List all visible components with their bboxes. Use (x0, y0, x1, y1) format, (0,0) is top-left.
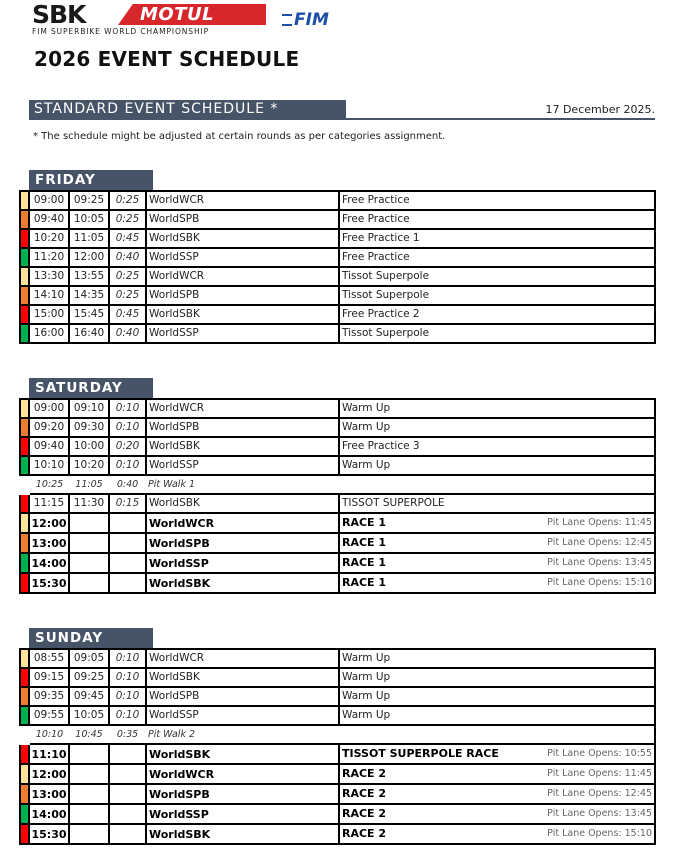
session-cell (339, 475, 655, 494)
session-cell (339, 764, 655, 784)
day-header-sunday: SUNDAY (29, 628, 153, 649)
start-time: 16:00 (29, 324, 69, 343)
table-row (20, 784, 655, 804)
end-time: 11:05 (69, 229, 109, 248)
class-name: WorldSPB (146, 784, 339, 804)
start-time: 09:15 (29, 668, 69, 687)
class-name: WorldWCR (146, 649, 339, 668)
duration (109, 553, 146, 573)
class-name: WorldSPB (146, 210, 339, 229)
page-title: 2026 EVENT SCHEDULE (34, 47, 300, 71)
end-time: 15:45 (69, 305, 109, 324)
start-time: 13:30 (29, 267, 69, 286)
session-cell (339, 191, 655, 210)
session-cell (339, 744, 655, 764)
session-name: Tissot Superpole (342, 270, 430, 282)
class-name: WorldSSP (146, 804, 339, 824)
duration: 0:20 (109, 437, 146, 456)
duration: 0:40 (109, 324, 146, 343)
session-cell (339, 324, 655, 343)
class-name: WorldSBK (146, 824, 339, 844)
table-row (20, 248, 655, 267)
end-time: 09:05 (69, 649, 109, 668)
table-row (20, 824, 655, 844)
duration: 0:10 (109, 649, 146, 668)
pit-lane-opens: Pit Lane Opens: 12:45 (547, 537, 652, 548)
session-name: RACE 2 (342, 787, 387, 800)
session-name: Warm Up (342, 690, 391, 702)
duration (109, 573, 146, 593)
session-cell (339, 533, 655, 553)
duration: 0:25 (109, 267, 146, 286)
end-time: 16:40 (69, 324, 109, 343)
start-time: 14:00 (29, 553, 69, 573)
class-color-strip (20, 725, 29, 744)
session-name: RACE 1 (342, 536, 387, 549)
session-cell (339, 725, 655, 744)
session-name: TISSOT SUPERPOLE RACE (342, 747, 499, 760)
class-name: WorldSPB (146, 286, 339, 305)
end-time (69, 784, 109, 804)
fim-logo-text: FIM (294, 10, 329, 30)
class-color-strip (20, 210, 29, 229)
table-row (20, 764, 655, 784)
duration: 0:10 (109, 399, 146, 418)
table-row (20, 210, 655, 229)
table-row (20, 324, 655, 343)
session-cell (339, 418, 655, 437)
duration: 0:25 (109, 210, 146, 229)
duration (109, 804, 146, 824)
class-name: WorldSSP (146, 553, 339, 573)
session-name: Tissot Superpole (342, 327, 430, 339)
class-color-strip (20, 324, 29, 343)
session-cell (339, 437, 655, 456)
end-time: 14:35 (69, 286, 109, 305)
session-cell (339, 248, 655, 267)
end-time (69, 764, 109, 784)
start-time: 09:55 (29, 706, 69, 725)
start-time: 11:10 (29, 744, 69, 764)
session-name: RACE 2 (342, 767, 387, 780)
pit-lane-opens: Pit Lane Opens: 12:45 (547, 788, 652, 799)
session-cell (339, 267, 655, 286)
session-cell (339, 687, 655, 706)
session-name: Warm Up (342, 459, 391, 471)
class-name: WorldWCR (146, 267, 339, 286)
duration: 0:10 (109, 687, 146, 706)
session-cell (339, 305, 655, 324)
session-name: Free Practice 3 (342, 440, 420, 452)
end-time: 09:10 (69, 399, 109, 418)
session-cell (339, 804, 655, 824)
championship-name: FIM SUPERBIKE WORLD CHAMPIONSHIP (32, 27, 210, 36)
start-time: 08:55 (29, 649, 69, 668)
table-row (20, 804, 655, 824)
class-name: WorldSPB (146, 687, 339, 706)
start-time: 11:20 (29, 248, 69, 267)
duration (109, 744, 146, 764)
session-name: RACE 2 (342, 807, 387, 820)
end-time: 10:20 (69, 456, 109, 475)
start-time: 09:00 (29, 191, 69, 210)
class-color-strip (20, 229, 29, 248)
table-row (20, 475, 655, 494)
class-name: WorldSBK (146, 668, 339, 687)
session-name: Free Practice 1 (342, 232, 420, 244)
table-row (20, 706, 655, 725)
session-name: Free Practice (342, 194, 410, 206)
class-color-strip (20, 475, 29, 494)
end-time: 12:00 (69, 248, 109, 267)
table-row (20, 553, 655, 573)
pit-lane-opens: Pit Lane Opens: 15:10 (547, 577, 652, 588)
session-name: TISSOT SUPERPOLE (342, 497, 445, 509)
pit-lane-opens: Pit Lane Opens: 11:45 (547, 768, 652, 779)
class-color-strip (20, 553, 29, 573)
session-name: RACE 1 (342, 556, 387, 569)
class-name: WorldSBK (146, 573, 339, 593)
table-row (20, 267, 655, 286)
class-color-strip (20, 418, 29, 437)
start-time: 15:30 (29, 824, 69, 844)
start-time: 14:10 (29, 286, 69, 305)
duration (109, 533, 146, 553)
table-row (20, 649, 655, 668)
day-header-friday: FRIDAY (29, 170, 153, 191)
schedule-note: * The schedule might be adjusted at certain rounds as per categories assignment. (33, 131, 446, 142)
duration: 0:10 (109, 706, 146, 725)
day-header-saturday: SATURDAY (29, 378, 153, 399)
pit-lane-opens: Pit Lane Opens: 13:45 (547, 557, 652, 568)
table-row (20, 687, 655, 706)
start-time: 11:15 (29, 494, 69, 513)
class-name: WorldSPB (146, 418, 339, 437)
schedule-date: 17 December 2025. (545, 103, 655, 116)
class-color-strip (20, 824, 29, 844)
end-time: 09:30 (69, 418, 109, 437)
motul-logo-text: MOTUL (140, 4, 215, 25)
session-name: Warm Up (342, 671, 391, 683)
class-color-strip (20, 668, 29, 687)
class-color-strip (20, 513, 29, 533)
pit-lane-opens: Pit Lane Opens: 11:45 (547, 517, 652, 528)
duration: 0:25 (109, 286, 146, 305)
class-color-strip (20, 191, 29, 210)
session-cell (339, 513, 655, 533)
session-name: Warm Up (342, 402, 391, 414)
session-name: Warm Up (342, 652, 391, 664)
end-time (69, 824, 109, 844)
session-cell (339, 456, 655, 475)
class-name: WorldSBK (146, 229, 339, 248)
duration: 0:35 (109, 725, 146, 744)
class-name: WorldSBK (146, 744, 339, 764)
session-cell (339, 229, 655, 248)
start-time: 15:00 (29, 305, 69, 324)
session-cell (339, 668, 655, 687)
class-name: WorldWCR (146, 191, 339, 210)
start-time: 15:30 (29, 573, 69, 593)
session-name: Warm Up (342, 709, 391, 721)
class-color-strip (20, 764, 29, 784)
duration (109, 513, 146, 533)
end-time: 10:00 (69, 437, 109, 456)
end-time: 09:45 (69, 687, 109, 706)
end-time (69, 533, 109, 553)
duration: 0:15 (109, 494, 146, 513)
session-cell (339, 286, 655, 305)
pit-lane-opens: Pit Lane Opens: 13:45 (547, 808, 652, 819)
session-name: Warm Up (342, 421, 391, 433)
class-color-strip (20, 804, 29, 824)
class-color-strip (20, 573, 29, 593)
class-color-strip (20, 286, 29, 305)
class-name: WorldWCR (146, 399, 339, 418)
class-color-strip (20, 649, 29, 668)
duration: 0:40 (109, 475, 146, 494)
end-time: 13:55 (69, 267, 109, 286)
class-color-strip (20, 784, 29, 804)
class-name: WorldSSP (146, 456, 339, 475)
table-row (20, 494, 655, 513)
class-name: WorldSSP (146, 248, 339, 267)
table-row (20, 533, 655, 553)
section-title: STANDARD EVENT SCHEDULE * (34, 101, 279, 117)
session-name: Tissot Superpole (342, 289, 430, 301)
session-name: RACE 1 (342, 576, 387, 589)
table-row (20, 191, 655, 210)
end-time (69, 573, 109, 593)
end-time: 11:05 (69, 475, 109, 494)
table-row (20, 744, 655, 764)
duration (109, 764, 146, 784)
session-cell (339, 784, 655, 804)
session-name: Free Practice (342, 251, 410, 263)
end-time: 10:05 (69, 210, 109, 229)
pit-lane-opens: Pit Lane Opens: 10:55 (547, 748, 652, 759)
class-color-strip (20, 687, 29, 706)
pit-lane-opens: Pit Lane Opens: 15:10 (547, 828, 652, 839)
table-row (20, 668, 655, 687)
section-divider (29, 118, 655, 120)
table-row (20, 456, 655, 475)
class-color-strip (20, 399, 29, 418)
end-time: 10:05 (69, 706, 109, 725)
end-time (69, 744, 109, 764)
end-time (69, 804, 109, 824)
schedule-table-sunday (19, 648, 656, 845)
session-cell (339, 399, 655, 418)
end-time: 09:25 (69, 668, 109, 687)
start-time: 10:25 (29, 475, 69, 494)
duration (109, 784, 146, 804)
session-cell (339, 494, 655, 513)
start-time: 09:35 (29, 687, 69, 706)
start-time: 13:00 (29, 533, 69, 553)
duration: 0:45 (109, 229, 146, 248)
class-name: WorldSBK (146, 494, 339, 513)
class-name: WorldWCR (146, 764, 339, 784)
end-time (69, 513, 109, 533)
session-name: Free Practice 2 (342, 308, 420, 320)
table-row (20, 305, 655, 324)
session-name: RACE 1 (342, 516, 387, 529)
session-cell (339, 824, 655, 844)
class-name: WorldSSP (146, 706, 339, 725)
class-color-strip (20, 248, 29, 267)
table-row (20, 229, 655, 248)
end-time (69, 553, 109, 573)
duration: 0:45 (109, 305, 146, 324)
sbk-logo-text: SBK (32, 0, 86, 29)
session-name: Free Practice (342, 213, 410, 225)
class-name: WorldSBK (146, 305, 339, 324)
class-color-strip (20, 305, 29, 324)
start-time: 12:00 (29, 764, 69, 784)
class-color-strip (20, 456, 29, 475)
schedule-table-saturday (19, 398, 656, 594)
duration: 0:25 (109, 191, 146, 210)
start-time: 10:20 (29, 229, 69, 248)
end-time: 09:25 (69, 191, 109, 210)
start-time: 09:40 (29, 210, 69, 229)
table-row (20, 399, 655, 418)
end-time: 11:30 (69, 494, 109, 513)
end-time: 10:45 (69, 725, 109, 744)
session-name: RACE 2 (342, 827, 387, 840)
table-row (20, 573, 655, 593)
table-row (20, 437, 655, 456)
start-time: 09:40 (29, 437, 69, 456)
schedule-table-friday (19, 190, 656, 344)
class-color-strip (20, 706, 29, 725)
session-cell (339, 573, 655, 593)
duration: 0:10 (109, 418, 146, 437)
class-color-strip (20, 267, 29, 286)
session-cell (339, 210, 655, 229)
start-time: 10:10 (29, 456, 69, 475)
class-color-strip (20, 744, 29, 764)
class-name: WorldWCR (146, 513, 339, 533)
table-row (20, 418, 655, 437)
session-cell (339, 706, 655, 725)
start-time: 14:00 (29, 804, 69, 824)
class-name: WorldSSP (146, 324, 339, 343)
duration: 0:10 (109, 456, 146, 475)
start-time: 09:00 (29, 399, 69, 418)
pit-walk-label: Pit Walk 1 (146, 475, 339, 494)
start-time: 13:00 (29, 784, 69, 804)
fim-logo-icon (282, 14, 292, 26)
session-cell (339, 649, 655, 668)
pit-walk-label: Pit Walk 2 (146, 725, 339, 744)
class-color-strip (20, 533, 29, 553)
start-time: 09:20 (29, 418, 69, 437)
start-time: 10:10 (29, 725, 69, 744)
start-time: 12:00 (29, 513, 69, 533)
class-color-strip (20, 437, 29, 456)
duration: 0:40 (109, 248, 146, 267)
class-name: WorldSBK (146, 437, 339, 456)
table-row (20, 286, 655, 305)
duration (109, 824, 146, 844)
session-cell (339, 553, 655, 573)
duration: 0:10 (109, 668, 146, 687)
table-row (20, 725, 655, 744)
table-row (20, 513, 655, 533)
class-name: WorldSPB (146, 533, 339, 553)
class-color-strip (20, 494, 29, 513)
